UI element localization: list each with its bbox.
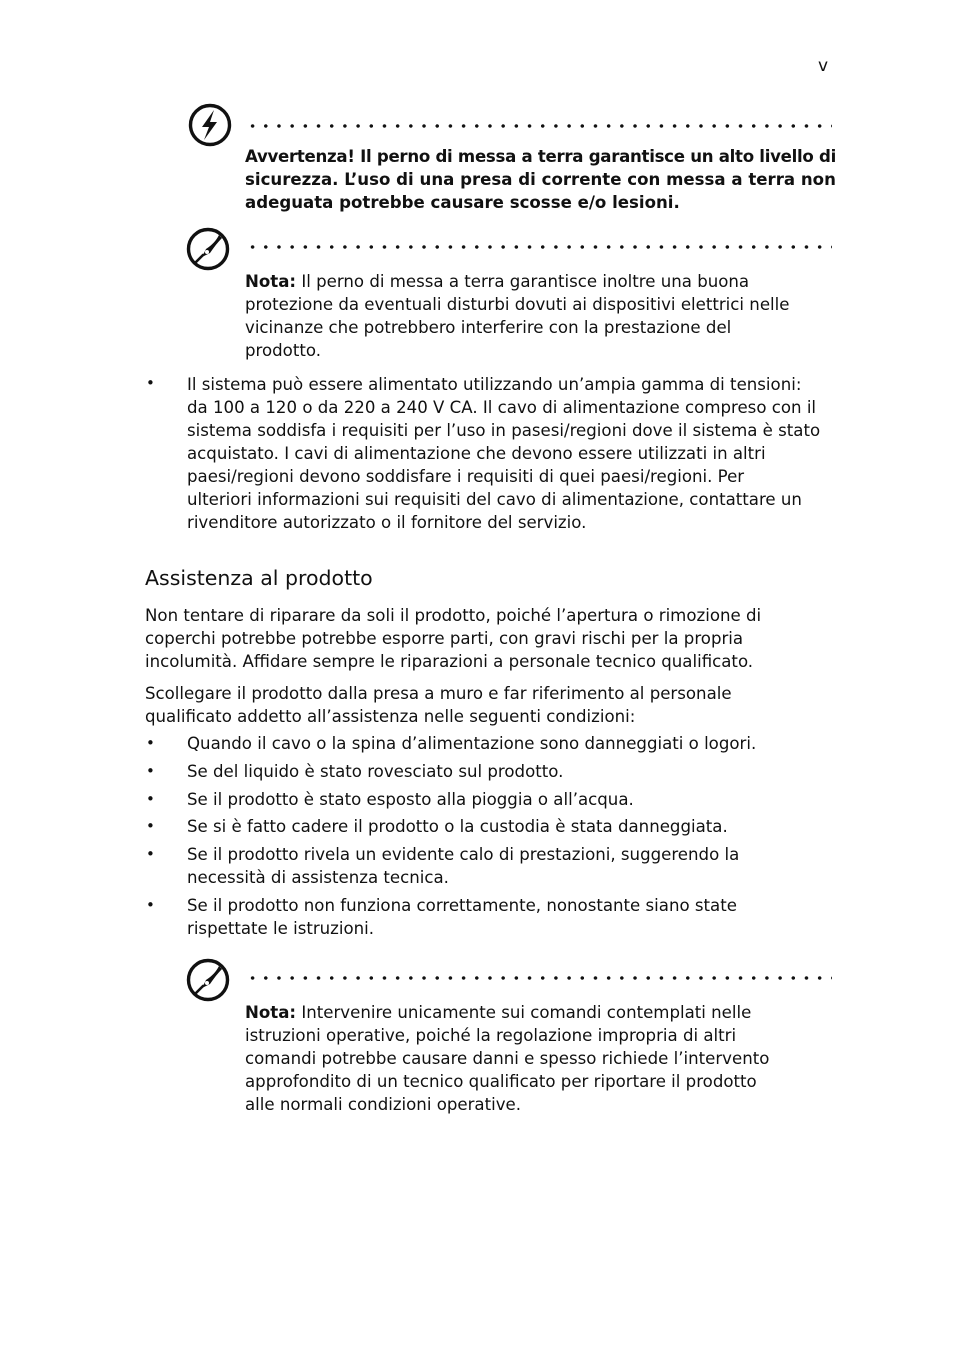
warning-text [245,145,836,214]
bullet-glyph: • [146,734,155,752]
list-item-line: sistema soddisfa i requisiti per l’uso in pasesi/regioni dove il sistema è stato [187,421,821,440]
dotted-divider [246,245,832,249]
list-item [187,732,756,755]
note-first-line [245,270,789,293]
warning-line: sicurezza. L’uso di una presa di corrente con messa a terra non [245,170,836,189]
warning-line: adeguata potrebbe causare scosse e/o lesioni. [245,193,680,212]
list-item-line: ulteriori informazioni sui requisiti del cavo di alimentazione, contattare un [187,490,802,509]
note-pen-icon [186,227,230,271]
list-item-line: Se il prodotto non funziona correttamente, nonostante siano state [187,896,737,915]
note-line: protezione da eventuali disturbi dovuti ai dispositivi elettrici nelle [245,295,790,314]
paragraph [145,682,732,728]
bullet-glyph: • [146,374,155,392]
list-item-line: Quando il cavo o la spina d’alimentazione sono danneggiati o logori. [187,734,757,753]
note-first-line [245,1001,769,1024]
note-first-line-rest: Il perno di messa a terra garantisce inoltre una buona [296,272,750,291]
list-item-text [187,373,820,534]
list-item-line: necessità di assistenza tecnica. [187,868,449,887]
page-number: v [818,56,829,76]
list-item [187,788,634,811]
paragraph-line: qualificato addetto all’assistenza nelle seguenti condizioni: [145,707,636,726]
warning-lightning-icon [188,103,232,147]
note-line: comandi potrebbe causare danni e spesso richiede l’intervento [245,1049,770,1068]
note-line: alle normali condizioni operative. [245,1095,522,1114]
list-item-line: Se il prodotto è stato esposto alla pioggia o all’acqua. [187,790,634,809]
bullet-glyph: • [146,845,155,863]
note-text [245,270,789,362]
list-item-line: Se il prodotto rivela un evidente calo di prestazioni, suggerendo la [187,845,740,864]
note-pen-icon [186,958,230,1002]
section-heading: Assistenza al prodotto [145,566,373,590]
bullet-glyph: • [146,790,155,808]
list-item [187,815,728,838]
list-item-line: paesi/regioni devono soddisfare i requisiti di quei paesi/regioni. Per [187,467,745,486]
list-item-line: Se si è fatto cadere il prodotto o la custodia è stata danneggiata. [187,817,728,836]
note-label: Nota: [245,1003,297,1022]
note-line: prodotto. [245,341,321,360]
list-item [187,894,737,940]
list-item-line: Se del liquido è stato rovesciato sul prodotto. [187,762,564,781]
paragraph-line: incolumità. Affidare sempre le riparazioni a personale tecnico qualificato. [145,652,754,671]
dotted-divider [246,124,832,128]
list-item [187,760,563,783]
list-item [187,843,739,889]
paragraph [145,604,761,673]
bullet-glyph: • [146,817,155,835]
note-label: Nota: [245,272,297,291]
list-item-line: acquistato. I cavi di alimentazione che devono essere utilizzati in altri [187,444,766,463]
dotted-divider [246,976,832,980]
list-item-line: rivenditore autorizzato o il fornitore del servizio. [187,513,587,532]
note-line: istruzioni operative, poiché la regolazione impropria di altri [245,1026,737,1045]
paragraph-line: Non tentare di riparare da soli il prodotto, poiché l’apertura o rimozione di [145,606,762,625]
bullet-glyph: • [146,762,155,780]
paragraph-line: coperchi potrebbe potrebbe esporre parti, con gravi rischi per la propria [145,629,744,648]
list-item-line: rispettate le istruzioni. [187,919,375,938]
note-line: approfondito di un tecnico qualificato per riportare il prodotto [245,1072,757,1091]
warning-line: Avvertenza! Il perno di messa a terra garantisce un alto livello di [245,147,836,166]
list-item-line: da 100 a 120 o da 220 a 240 V CA. Il cavo di alimentazione compreso con il [187,398,817,417]
list-item-line: Il sistema può essere alimentato utilizzando un’ampia gamma di tensioni: [187,375,802,394]
note-line: vicinanze che potrebbero interferire con la prestazione del [245,318,732,337]
paragraph-line: Scollegare il prodotto dalla presa a muro e far riferimento al personale [145,684,732,703]
note-text [245,1001,769,1116]
bullet-glyph: • [146,896,155,914]
note-first-line-rest: Intervenire unicamente sui comandi contemplati nelle [296,1003,752,1022]
